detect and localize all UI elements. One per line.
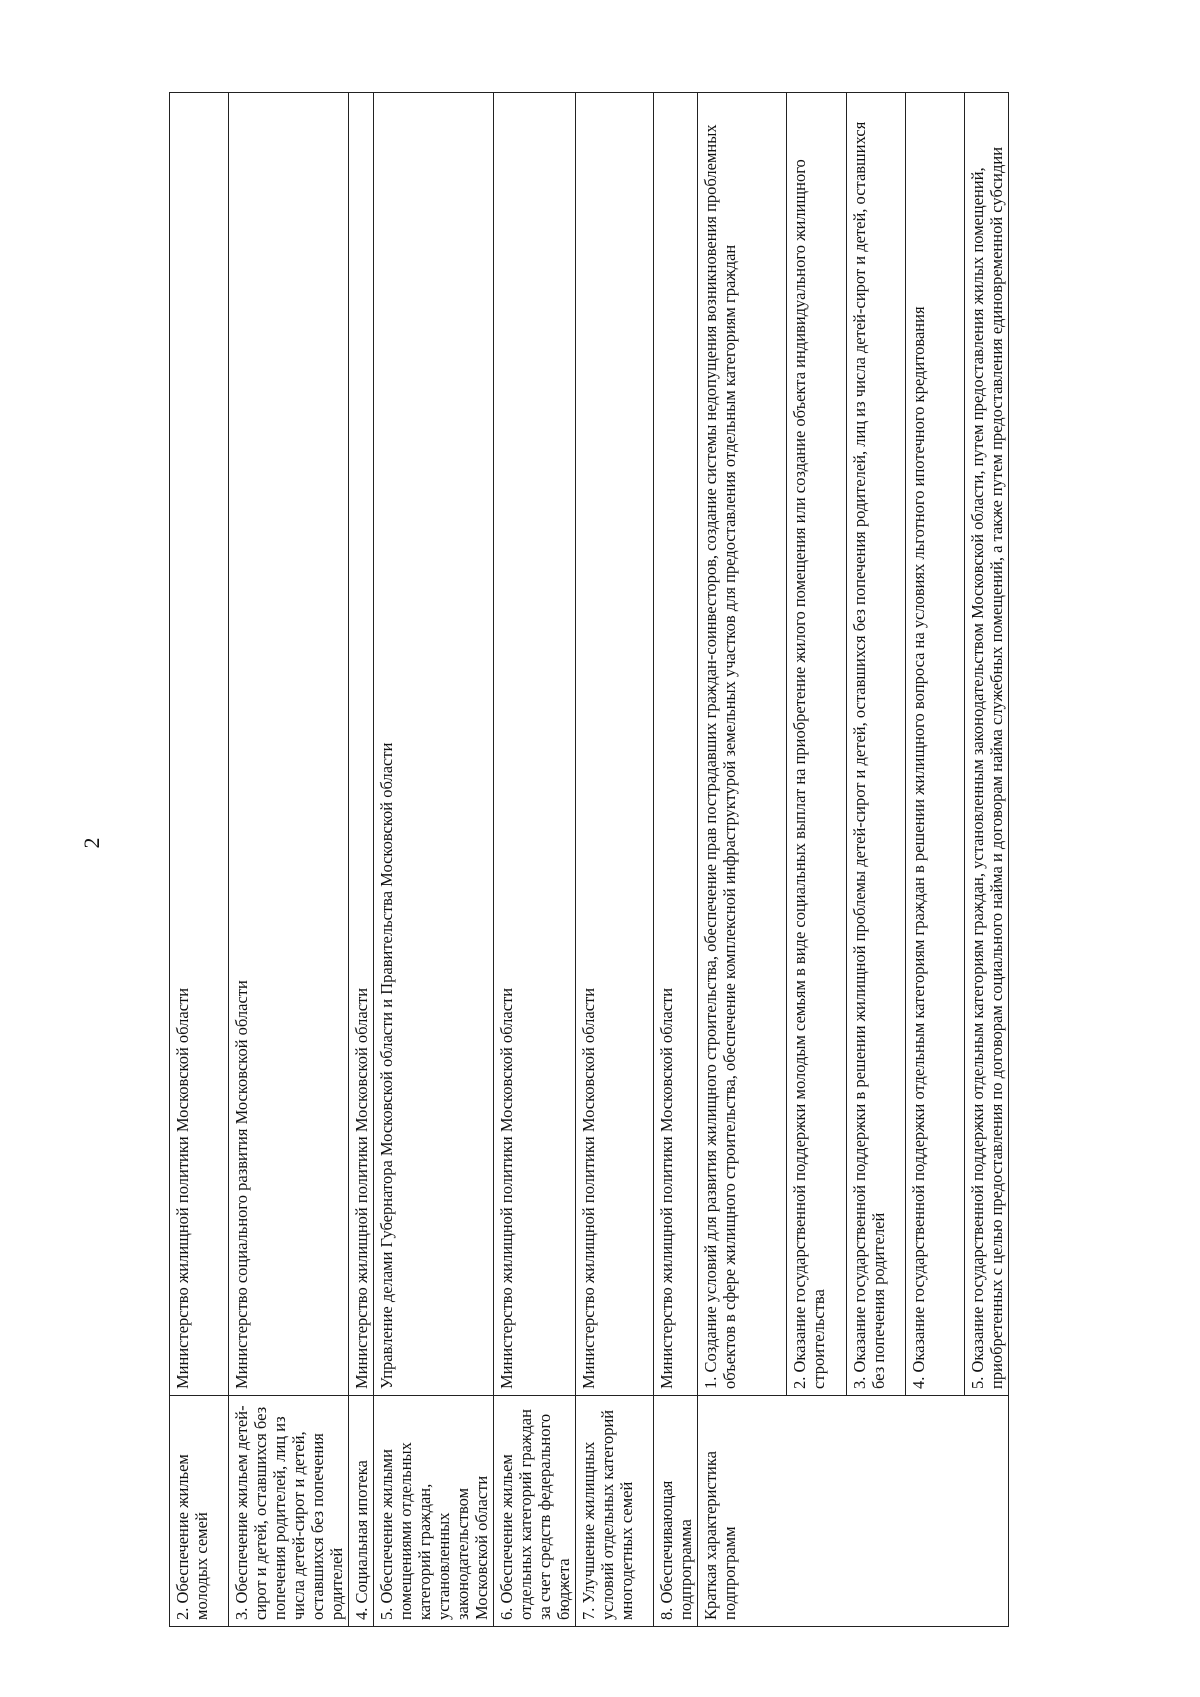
table-row	[494, 93, 576, 1627]
subprogram-table	[169, 92, 1009, 1627]
subprogram-name-cell: 7. Улучшение жилищных условий отдельных категорий многодетных семей	[576, 1396, 654, 1627]
table-row	[654, 93, 698, 1627]
summary-item: 4. Оказание государственной поддержки отдельным категориям граждан в решении жилищного вопроса на условиях льготного ипотечного кредитования	[905, 93, 964, 1395]
table-row	[698, 93, 1009, 1627]
page-number: 2	[79, 837, 104, 849]
responsible-body-cell: Министерство жилищной политики Московской области	[654, 93, 698, 1396]
subprogram-name-cell: 2. Обеспечение жильем молодых семей	[170, 1396, 229, 1627]
responsible-body-cell: Министерство социального развития Московской области	[229, 93, 349, 1396]
summary-item: 2. Оказание государственной поддержки молодым семьям в виде социальных выплат на приобретение жилого помещения или создание объекта индивидуального жилищного строительства	[786, 93, 846, 1395]
subprogram-name-cell: 4. Социальная ипотека	[349, 1396, 374, 1627]
responsible-body-cell: Министерство жилищной политики Московской области	[349, 93, 374, 1396]
table-row	[576, 93, 654, 1627]
table-row	[374, 93, 494, 1627]
subprogram-name-cell: 8. Обеспечивающая подпрограмма	[654, 1396, 698, 1627]
summary-item: 5. Оказание государственной поддержки отдельным категориям граждан, установленным законодательством Московской области, путем предоставления жилых помещений, приобретенных с целью предоставления по договорам социального найма и договорам найма служебных помещений, а также путем предоставления единовременной субсидии	[967, 146, 1006, 1389]
responsible-body-cell: Министерство жилищной политики Московской области	[494, 93, 576, 1396]
subprogram-name-cell: 3. Обеспечение жильем детей-сирот и детей, оставшихся без попечения родителей, лиц из числа детей-сирот и детей, оставшихся без попечения родителей	[229, 1396, 349, 1627]
summary-item: 3. Оказание государственной поддержки в решении жилищной проблемы детей-сирот и детей, оставшихся без попечения родителей, лиц из числа детей-сирот и детей, оставшихся без попечения родителей	[846, 93, 905, 1395]
table-frame	[169, 92, 1154, 1627]
summary-item: 1. Создание условий для развития жилищного строительства, обеспечение прав пострадавших граждан-соинвесторов, создание системы недопущения возникновения проблемных объектов в сфере жилищного строительства, обеспечение комплексной инфраструктурой земельных участков для предоставления отдельным категориям граждан	[698, 93, 786, 1395]
rotated-table-container	[169, 92, 1154, 1627]
summary-items-cell	[698, 93, 1009, 1396]
subprogram-name-cell: 6. Обеспечение жильем отдельных категорий граждан за счет средств федерального бюджета	[494, 1396, 576, 1627]
summary-label-cell: Краткая характеристика подпрограмм	[698, 1396, 1009, 1627]
subprogram-name-cell: 5. Обеспечение жилыми помещениями отдельных категорий граждан, установленных законодательством Московской области	[374, 1396, 494, 1627]
responsible-body-cell: Министерство жилищной политики Московской области	[576, 93, 654, 1396]
responsible-body-cell: Министерство жилищной политики Московской области	[170, 93, 229, 1396]
table-row	[170, 93, 229, 1627]
table-row	[229, 93, 349, 1627]
responsible-body-cell: Управление делами Губернатора Московской области и Правительства Московской области	[374, 93, 494, 1396]
summary-items-table	[698, 93, 1008, 1395]
table-row	[349, 93, 374, 1627]
